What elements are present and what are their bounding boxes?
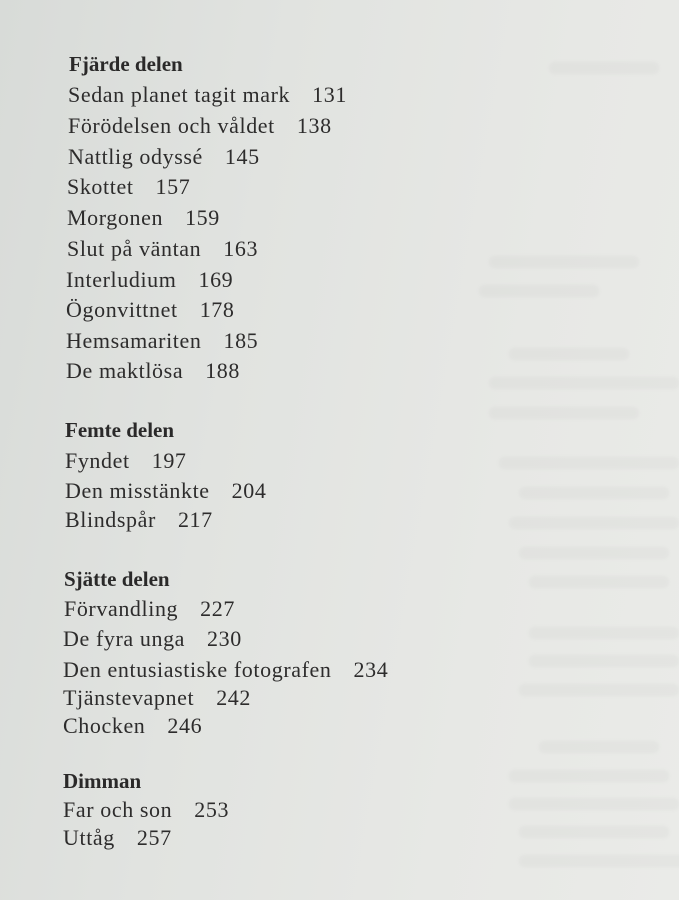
entry-title: Uttåg	[63, 825, 115, 850]
entry-page-number: 169	[198, 267, 234, 292]
entry-page-number: 204	[231, 478, 267, 503]
entry-page-number: 227	[200, 596, 235, 621]
entry-page-number: 157	[155, 174, 191, 199]
entry-title: Tjänstevapnet	[63, 685, 195, 710]
entry-title: Förödelsen och våldet	[68, 113, 275, 138]
entry-page-number: 178	[199, 297, 235, 322]
toc-entry	[67, 205, 220, 231]
entry-page-number: 188	[205, 358, 240, 383]
toc-entry	[63, 657, 388, 683]
entry-page-number: 131	[312, 82, 347, 107]
toc-entry	[66, 267, 233, 293]
toc-entry	[65, 448, 187, 474]
toc-entry	[68, 144, 260, 170]
entry-title: Nattlig odyssé	[68, 144, 203, 169]
entry-title: Slut på väntan	[67, 236, 202, 261]
toc-entry	[66, 328, 258, 354]
show-through-text	[449, 0, 679, 900]
entry-title: Den entusiastiske fotografen	[63, 657, 332, 682]
entry-page-number: 217	[177, 507, 213, 532]
entry-page-number: 253	[194, 797, 230, 822]
section-heading: Dimman	[63, 769, 142, 793]
entry-title: Fyndet	[65, 448, 130, 473]
entry-page-number: 145	[224, 144, 260, 169]
entry-page-number: 230	[207, 626, 242, 651]
toc-entry	[64, 596, 235, 622]
entry-page-number: 234	[353, 657, 389, 682]
entry-page-number: 163	[223, 236, 259, 261]
toc-entry	[63, 825, 172, 851]
toc-entry	[68, 113, 332, 139]
toc-entry	[63, 713, 202, 739]
toc-entry	[65, 507, 213, 533]
toc-entry	[66, 297, 235, 323]
entry-page-number: 185	[223, 328, 259, 353]
toc-entry	[63, 797, 229, 823]
entry-page-number: 242	[216, 685, 252, 710]
entry-title: Hemsamariten	[66, 328, 202, 353]
entry-page-number: 246	[167, 713, 203, 738]
entry-title: De maktlösa	[66, 358, 184, 383]
entry-title: Den misstänkte	[65, 478, 210, 503]
entry-title: Far och son	[63, 797, 173, 822]
entry-title: Ögonvittnet	[66, 297, 178, 322]
entry-title: De fyra unga	[63, 626, 186, 651]
entry-title: Sedan planet tagit mark	[68, 82, 291, 107]
toc-entry	[66, 358, 240, 384]
toc-entry	[67, 174, 190, 200]
toc-entry	[65, 478, 266, 504]
entry-title: Morgonen	[67, 205, 164, 230]
entry-page-number: 197	[151, 448, 187, 473]
section-heading: Fjärde delen	[69, 52, 183, 76]
toc-entry	[63, 626, 242, 652]
entry-title: Interludium	[66, 267, 177, 292]
entry-page-number: 138	[296, 113, 332, 138]
entry-title: Förvandling	[64, 596, 179, 621]
toc-entry	[63, 685, 251, 711]
section-heading: Sjätte delen	[64, 567, 170, 591]
toc-entry	[67, 236, 258, 262]
entry-page-number: 257	[136, 825, 172, 850]
entry-page-number: 159	[185, 205, 220, 230]
section-heading: Femte delen	[65, 418, 175, 442]
entry-title: Blindspår	[65, 507, 156, 532]
entry-title: Chocken	[63, 713, 146, 738]
toc-entry	[68, 82, 347, 108]
entry-title: Skottet	[67, 174, 134, 199]
